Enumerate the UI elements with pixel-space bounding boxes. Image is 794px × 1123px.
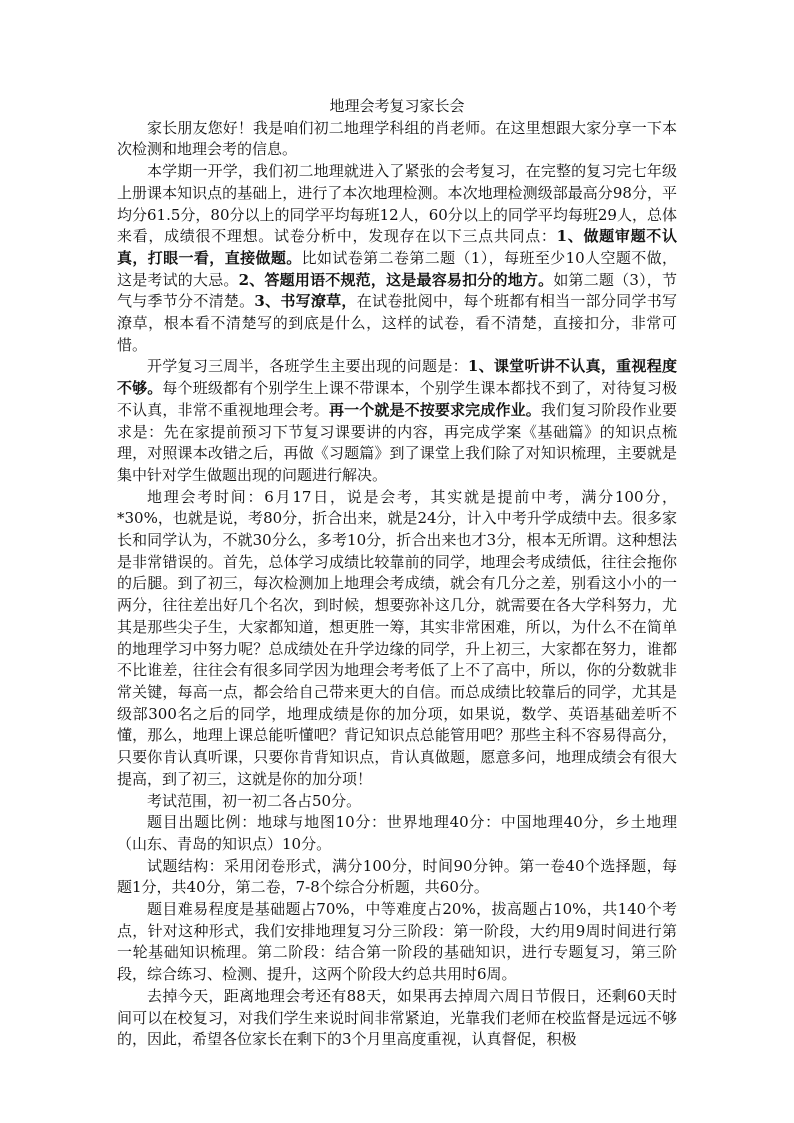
text-run: 题目出题比例：地球与地图10分：世界地理40分：中国地理40分，乡土地理（山东、青岛的知识点）10分。 [117, 813, 677, 853]
document-page [117, 96, 677, 1051]
text-run: 开学复习三周半，各班学生主要出现的问题是： [147, 357, 468, 376]
paragraph [117, 791, 677, 813]
paragraph [117, 356, 677, 486]
text-run: 家长朋友您好！我是咱们初二地理学科组的肖老师。在这里想跟大家分享一下本次检测和地理会考的信息。 [117, 118, 677, 159]
bold-run: 1、课堂听讲不认真，重视程度不够。 [117, 357, 677, 398]
document-title: 地理会考复习家长会 [329, 97, 465, 115]
paragraph [117, 856, 677, 899]
bold-run: 2、答题用语不规范，这是最容易扣分的地方。 [238, 270, 554, 289]
text-run: 考试范围，初一初二各占50分。 [147, 791, 362, 810]
paragraph [117, 118, 677, 161]
text-run: 去掉今天，距离地理会考还有88天，如果再去掉周六周日节假日，还剩60天时间可以在校复习，对我们学生来说时间非常紧迫，光靠我们老师在校监督是远远不够的，因此，希望各位家长在剩下的3个月里高度重视，认真督促，积极 [117, 986, 677, 1049]
bold-run: 3、书写潦草， [254, 292, 357, 311]
paragraph [117, 899, 677, 986]
text-run: 在试卷批阅中，每个班都有相当一部分同学书写潦草，根本看不清楚写的到底是什么，这样的试卷，看不清楚，直接扣分，非常可惜。 [117, 292, 677, 354]
text-run: 题目难易程度是基础题占70%，中等难度占20%，拔高题占10%，共140个考点，针对这种形式，我们安排地理复习分三阶段：第一阶段，大约用9周时间进行第一轮基础知识梳理。第二阶段：结合第一阶段的基础知识，进行专题复习，第三阶段，综合练习、检测、提升，这两个阶段大约总共用时6周。 [117, 900, 677, 984]
paragraph [117, 812, 677, 855]
text-run: 如第二题（3），节气与季节分不清楚。 [117, 270, 677, 311]
text-run: 比如试卷第二卷第二题（1），每班至少10人空题不做，这是考试的大忌。 [117, 248, 677, 289]
text-run: 本学期一开学，我们初二地理就进入了紧张的会考复习，在完整的复习完七年级上册课本知识点的基础上，进行了本次地理检测。本次地理检测级部最高分98分，平均分61.5分，80分以上的同学平均每班12人，60分以上的同学平均每班29人，总体来看，成绩很不理想。试卷分析中，发现存在以下三点共同点： [117, 162, 677, 246]
bold-run: 再一个就是不按要求完成作业。 [328, 400, 541, 419]
text-run: 每个班级都有个别学生上课不带课本，个别学生课本都找不到了，对待复习极不认真，非常不重视地理会考。 [117, 379, 677, 419]
bold-run: 1、做题审题不认真，打眼一看，直接做题。 [117, 227, 677, 267]
text-run: 地理会考时间：6月17日，说是会考，其实就是提前中考，满分100分，*30%，也就是说，考80分，折合出来，就是24分，计入中考升学成绩中去。很多家长和同学认为，不就30分么，多考10分，折合出来也才3分，根本无所谓。这种想法是非常错误的。首先，总体学习成绩比较靠前的同学，地理会考成绩低，往往会拖你的后腿。到了初三，每次检测加上地理会考成绩，就会有几分之差，别看这小小的一两分，往往差出好几个名次，到时候，想要弥补这几分，就需要在各大学科努力，尤其是那些尖子生，大家都知道，想更胜一筹，其实非常困难，所以，为什么不在简单的地理学习中努力呢？总成绩处在升学边缘的同学，升上初三，大家都在努力，谁都不比谁差，往往会有很多同学因为地理会考考低了上不了高中，所以，你的分数就非常关键，每高一点，都会给自己带来更大的自信。而总成绩比较靠后的同学，尤其是级部300名之后的同学，地理成绩是你的加分项，如果说，数学、英语基础差听不懂，那么，地理上课总能听懂吧？背记知识点总能管用吧？那些主科不容易得高分，只要你肯认真听课，只要你肯背知识点，肯认真做题，愿意多问，地理成绩会有很大提高，到了初三，这就是你的加分项！ [117, 487, 677, 788]
text-run: 试题结构：采用闭卷形式，满分100分，时间90分钟。第一卷40个选择题，每题1分，共40分，第二卷，7-8个综合分析题，共60分。 [117, 856, 677, 897]
paragraph [117, 487, 677, 791]
document-body [117, 118, 677, 1051]
text-run: 我们复习阶段作业要求是：先在家提前预习下节复习课要讲的内容，再完成学案《基础篇》的知识点梳理，对照课本改错之后，再做《习题篇》到了课堂上我们除了对知识梳理，主要就是集中针对学生做题出现的问题进行解决。 [117, 400, 677, 484]
paragraph [117, 986, 677, 1051]
paragraph [117, 161, 677, 356]
